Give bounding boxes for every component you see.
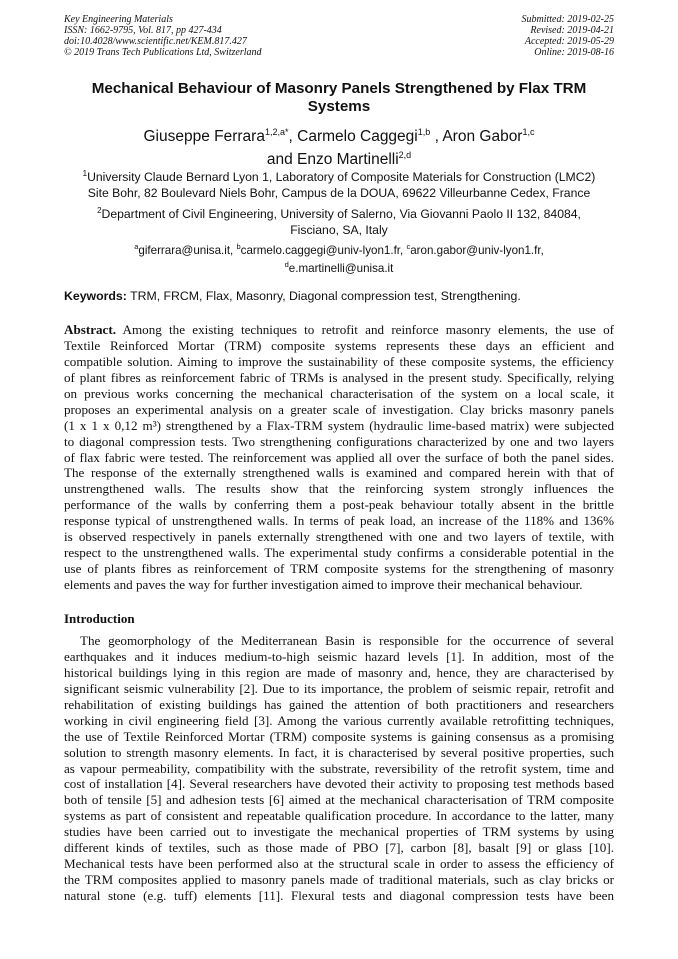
author-affil-mark: 1,2,a* <box>264 127 289 137</box>
email-link[interactable]: e.martinelli@unisa.it <box>288 262 394 276</box>
author-name: Aron Gabor <box>442 128 523 146</box>
author-name: Carmelo Caggegi <box>297 128 418 146</box>
introduction-line: studies have been carried out to investigate the mechanical properties of TRM systems by using <box>64 824 614 840</box>
affiliation-mark: 1 <box>82 169 88 178</box>
abstract <box>64 322 614 593</box>
email-mark: c <box>406 242 411 251</box>
email-link[interactable]: aron.gabor@univ-lyon1.fr, <box>410 243 544 257</box>
email-mark: b <box>236 242 241 251</box>
issn-volume: ISSN: 1662-9795, Vol. 817, pp 427-434 <box>64 25 222 36</box>
email-mark: a <box>134 242 139 251</box>
separator: , <box>288 128 298 146</box>
abstract-line: The response of the externally strengthened walls is examined and compared herein with that of <box>64 465 614 481</box>
abstract-label: Abstract. <box>64 322 116 337</box>
email-link[interactable]: giferrara@unisa.it, <box>138 243 237 257</box>
abstract-line: Textile Reinforced Mortar (TRM) composite systems represents these days an efficient and <box>64 337 614 353</box>
abstract-line: is observed respectively in panels externally strengthened with one and two layers of textile, with <box>64 529 614 545</box>
author-name: Giuseppe Ferrara <box>143 128 265 146</box>
introduction-line: systems as part of consistent and repeatable qualification procedure. In accordance to the latter, many <box>64 808 614 824</box>
abstract-line: elements and paves the way for further investigation aimed to improve their mechanical behaviour. <box>64 577 583 592</box>
author-affil-mark: 2,d <box>398 150 412 161</box>
doi: doi:10.4028/www.scientific.net/KEM.817.427 <box>64 36 247 47</box>
abstract-line: performance of the walls by conferring them a post-peak behaviour totally absent in the brittle <box>64 497 614 513</box>
introduction-line: different kinds of textiles, such as those made of PBO [7], carbon [8], basalt [9] or glass [10]. <box>64 840 614 856</box>
title-line: Mechanical Behaviour of Masonry Panels Strengthened by Flax TRM <box>91 80 587 97</box>
abstract-line: proposes an experimental analysis on a greater scale of investigation. Clay bricks masonry panels <box>64 401 614 417</box>
paper-title <box>64 80 614 116</box>
section-heading-introduction: Introduction <box>64 611 135 626</box>
abstract-line: to diagonal compression tests. Two strengthening configurations characterized by one and two layers <box>64 433 614 449</box>
accepted-date: Accepted: 2019-05-29 <box>524 36 614 47</box>
abstract-line: on previous works concerning the mechanical characterisation of the system on a local scale, it <box>64 385 614 401</box>
introduction-line: working in civil engineering field [3]. Among the various currently available retrofitting techniques, <box>64 712 614 728</box>
introduction-line: earthquakes and it induces medium-to-high seismic hazard levels [1]. In addition, most of the <box>64 648 614 664</box>
author-emails <box>64 240 614 277</box>
abstract-line: of plant fibres as reinforcement fabric of TRMs is analysed in the present study. Specifically, relying <box>64 369 614 385</box>
introduction-paragraph <box>64 633 614 904</box>
abstract-text: Among the existing techniques to retrofit and reinforce masonry elements, the use of <box>116 322 614 337</box>
author-affil-mark: 1,b <box>417 127 431 137</box>
abstract-line <box>64 322 614 338</box>
title-line: Systems <box>307 98 371 115</box>
email-mark: d <box>284 260 289 270</box>
abstract-line: response typical of unstrengthened walls. In terms of peak load, an increase of the 118% and 136% <box>64 513 614 529</box>
abstract-line: compatible solution. Aiming to improve the sustainability of these composite systems, the efficiency <box>64 353 614 369</box>
introduction-line: significant seismic vulnerability [2]. Due to its importance, the problem of seismic repair, retrofit and <box>64 680 614 696</box>
revised-date: Revised: 2019-04-21 <box>530 25 614 36</box>
affiliation-line: Fisciano, SA, Italy <box>290 222 388 237</box>
introduction-line: cost of installation [4]. Several researchers have devoted their activity to proposing test methods based <box>64 776 614 792</box>
affiliation-2 <box>50 203 628 238</box>
submitted-date: Submitted: 2019-02-25 <box>521 14 614 25</box>
introduction-line: the use of Textile Reinforced Mortar (TRM) composite systems is gaining consensus as a promising <box>64 728 614 744</box>
affiliation-line: Department of Civil Engineering, University of Salerno, Via Giovanni Paolo II 132, 84084, <box>101 207 581 222</box>
keywords <box>64 289 521 303</box>
journal-name: Key Engineering Materials <box>64 14 173 25</box>
affiliation-line: Site Bohr, 82 Boulevard Niels Bohr, Campus de la DOUA, 69622 Villeurbanne Cedex, France <box>87 185 591 200</box>
affiliation-line: University Claude Bernard Lyon 1, Laboratory of Composite Materials for Construction (LMC2) <box>87 170 596 185</box>
affiliation-1 <box>50 166 628 201</box>
abstract-line: (1 x 1 x 0,12 m³) strengthened by a Flax-TRM system (hydraulic lime-based matrix) were subjected <box>64 417 614 433</box>
keywords-label: Keywords: <box>64 289 127 303</box>
introduction-line: The geomorphology of the Mediterranean Basin is responsible for the occurrence of several <box>80 633 614 648</box>
introduction-line: natural stone (e.g. tuff) elements [11]. Flexural tests and diagonal compression tests have been <box>64 888 614 903</box>
abstract-line: unstrengthened walls. The results show that the reinforcing system strongly influences the <box>64 481 614 497</box>
abstract-line: of flax fabric were tested. The reinforcement was applied all over the surface of both the panel sides. <box>64 449 614 465</box>
separator: , <box>430 128 443 146</box>
introduction-line: historical buildings lying in this region are made of masonry and, hence, they are characterised by <box>64 664 614 680</box>
affiliation-mark: 2 <box>97 206 102 215</box>
publication-dates <box>522 14 615 58</box>
introduction-line: rehabilitation of existing buildings has gained the attention of both practitioners and researchers <box>64 696 614 712</box>
introduction-line: the TRM composites applied to masonry panels made of traditional materials, such as clay bricks or <box>64 872 614 888</box>
author-list <box>64 123 614 169</box>
introduction-line: as vapour permeability, compatibility with the substrate, reversibility of the retrofit system, time and <box>64 760 614 776</box>
email-link[interactable]: carmelo.caggegi@univ-lyon1.fr, <box>240 243 407 257</box>
copyright: © 2019 Trans Tech Publications Ltd, Switzerland <box>64 47 262 58</box>
introduction-line: solution to strength masonry elements. In fact, it is characterised by several positive properties, such <box>64 744 614 760</box>
abstract-line: use of plants fibres as reinforcement of TRM composite systems for the strengthening of masonry <box>64 561 614 577</box>
introduction-line: both of tensile [5] and adhesion tests [6] aimed at the mechanical characterisation of TRM composite <box>64 792 614 808</box>
author-affil-mark: 1,c <box>522 127 535 137</box>
introduction-line: Mechanical tests have been performed also at the structural scale in order to assess the efficiency of <box>64 856 614 872</box>
author-name: and Enzo Martinelli <box>266 151 399 169</box>
abstract-line: respect to the unstrengthened walls. The experimental study confirms a considerable potential in the <box>64 545 614 561</box>
journal-info <box>64 14 262 58</box>
keywords-text: TRM, FRCM, Flax, Masonry, Diagonal compression test, Strengthening. <box>126 289 521 303</box>
online-date: Online: 2019-08-16 <box>534 47 614 58</box>
